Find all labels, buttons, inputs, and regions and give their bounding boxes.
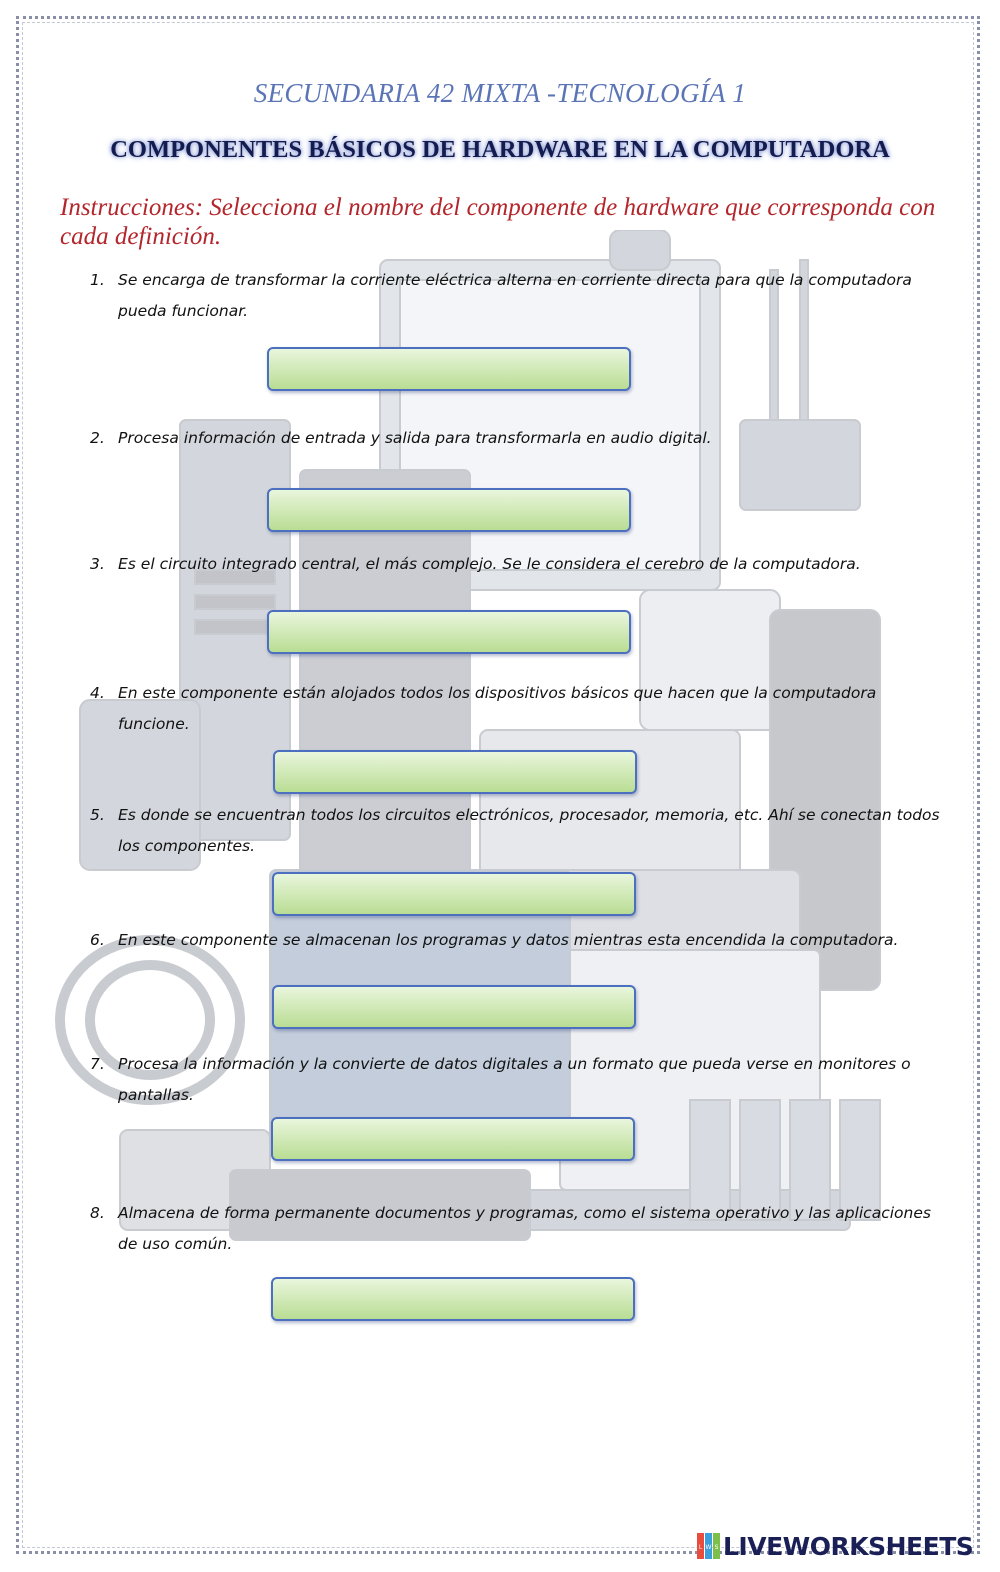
school-name: SECUNDARIA 42 MIXTA -TECNOLOGÍA 1 (253, 78, 747, 108)
question-number: 1. (90, 271, 105, 289)
question-number: 2. (90, 429, 105, 447)
question-text: Almacena de forma permanente documentos y programas, como el sistema operativo y las aplicaciones de uso común. (118, 1204, 931, 1253)
question-3 (90, 549, 950, 580)
question-text: En este componente se almacenan los programas y datos mientras esta encendida la computadora. (118, 931, 899, 949)
liveworksheets-brand: LIVEWORKSHEETS (723, 1531, 974, 1561)
answer-dropdown-8[interactable] (271, 1277, 635, 1321)
question-number: 8. (90, 1204, 105, 1222)
answer-dropdown-6[interactable] (272, 985, 636, 1029)
instructions: Instrucciones: Selecciona el nombre del componente de hardware que corresponda con cada definición. (60, 194, 936, 250)
badge-letter-l: L (698, 1544, 703, 1551)
question-1 (90, 265, 950, 327)
question-text: Procesa información de entrada y salida para transformarla en audio digital. (118, 429, 712, 447)
answer-dropdown-3[interactable] (267, 610, 631, 654)
badge-letter-w: W (705, 1544, 712, 1551)
liveworksheets-logo[interactable] (697, 1531, 973, 1561)
question-5 (90, 800, 950, 862)
question-number: 6. (90, 931, 105, 949)
answer-dropdown-7[interactable] (271, 1117, 635, 1161)
worksheet-title: COMPONENTES BÁSICOS DE HARDWARE EN LA COMPUTADORA (110, 136, 890, 163)
question-6 (90, 925, 950, 956)
question-number: 4. (90, 684, 105, 702)
liveworksheets-badge-icon (697, 1533, 721, 1559)
question-number: 7. (90, 1055, 105, 1073)
question-4 (90, 678, 950, 740)
question-text: Se encarga de transformar la corriente eléctrica alterna en corriente directa para que la computadora pueda funcionar. (118, 271, 912, 320)
answer-dropdown-2[interactable] (267, 488, 631, 532)
question-number: 5. (90, 806, 105, 824)
answer-dropdown-1[interactable] (267, 347, 631, 391)
question-text: Es el circuito integrado central, el más complejo. Se le considera el cerebro de la computadora. (118, 555, 861, 573)
question-8 (90, 1198, 950, 1260)
question-text: En este componente están alojados todos los dispositivos básicos que hacen que la computadora funcione. (118, 684, 877, 733)
question-number: 3. (90, 555, 105, 573)
badge-letter-s: S (714, 1544, 719, 1551)
answer-dropdown-4[interactable] (273, 750, 637, 794)
question-2 (90, 423, 950, 454)
question-text: Es donde se encuentran todos los circuitos electrónicos, procesador, memoria, etc. Ahí se conectan todos los componentes. (118, 806, 940, 855)
question-text: Procesa la información y la convierte de datos digitales a un formato que pueda verse en monitores o pantallas. (118, 1055, 911, 1104)
answer-dropdown-5[interactable] (272, 872, 636, 916)
question-7 (90, 1049, 950, 1111)
